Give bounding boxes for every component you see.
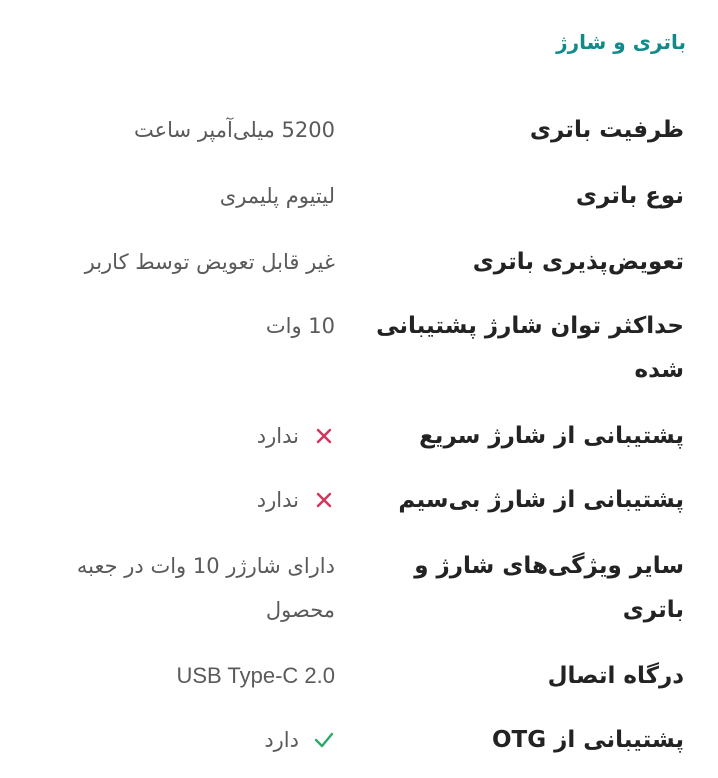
spec-row-max-charging-power — [0, 304, 718, 392]
spec-status — [264, 718, 335, 762]
spec-value: 5200 میلی‌آمپر ساعت — [134, 118, 335, 142]
spec-value: USB Type-C 2.0 — [176, 663, 335, 688]
spec-value: ندارد — [256, 424, 299, 448]
spec-row-wireless-charging — [0, 478, 718, 522]
spec-label: تعویض‌پذیری باتری — [472, 249, 684, 275]
spec-value: 10 وات — [265, 314, 335, 338]
spec-status — [257, 478, 335, 522]
spec-value: دارای شارژر 10 وات در جعبه محصول — [76, 554, 335, 622]
x-icon — [313, 489, 335, 511]
spec-row-battery-replaceability — [0, 240, 718, 284]
spec-label: حداکثر توان شارژ پشتیبانی شده — [376, 313, 684, 383]
spec-status — [257, 414, 335, 458]
spec-row-connection-port — [0, 654, 718, 698]
spec-value: غیر قابل تعویض توسط کاربر — [84, 250, 335, 274]
spec-label: پشتیبانی از شارژ سریع — [419, 423, 684, 449]
spec-row-other-charging-features — [0, 544, 718, 632]
check-icon — [313, 729, 335, 751]
spec-label: درگاه اتصال — [547, 663, 684, 689]
spec-label: پشتیبانی از شارژ بی‌سیم — [398, 487, 684, 513]
x-icon — [313, 425, 335, 447]
spec-row-otg-support — [0, 718, 718, 762]
spec-row-fast-charging — [0, 414, 718, 458]
spec-label: نوع باتری — [575, 183, 684, 209]
section-title: باتری و شارژ — [556, 30, 686, 54]
spec-value: دارد — [264, 728, 299, 752]
spec-value: ندارد — [256, 488, 299, 512]
spec-label: ظرفیت باتری — [529, 117, 684, 143]
spec-value: لیتیوم پلیمری — [219, 184, 335, 208]
spec-label: پشتیبانی از OTG — [491, 727, 684, 753]
spec-row-battery-capacity — [0, 108, 718, 152]
spec-label: سایر ویژگی‌های شارژ و باتری — [414, 553, 684, 623]
spec-row-battery-type — [0, 174, 718, 218]
